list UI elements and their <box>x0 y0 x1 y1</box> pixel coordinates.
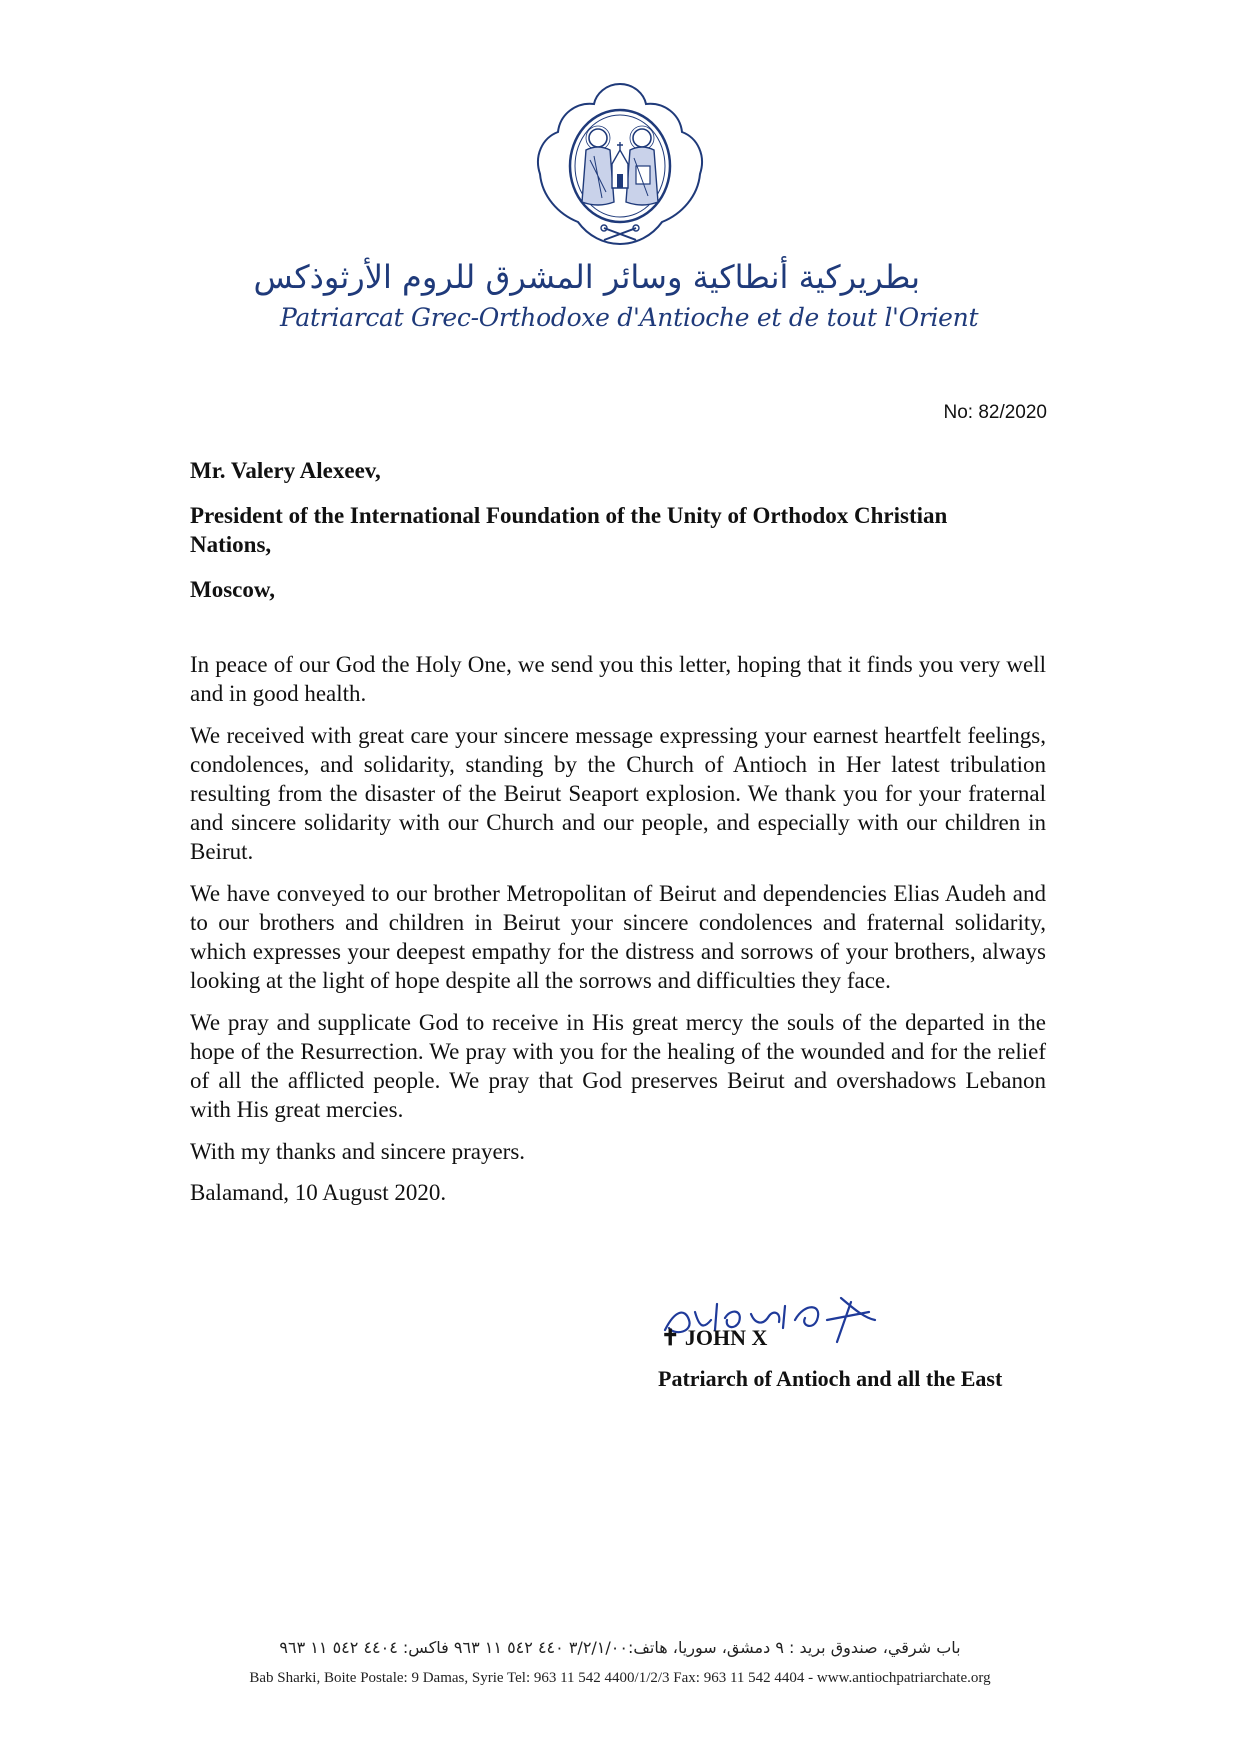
recipient-name: Mr. Valery Alexeev, <box>190 458 381 483</box>
recipient-city: Moscow, <box>190 577 275 602</box>
letterhead-arabic-name: بطريركية أنطاكية وسائر المشرق للروم الأرثوذكس <box>253 258 920 296</box>
body-paragraph: In peace of our God the Holy One, we send you this letter, hoping that it finds you very well and in good health. <box>190 652 1046 706</box>
footer-latin-address: Bab Sharki, Boite Postale: 9 Damas, Syrie Tel: 963 11 542 4400/1/2/3 Fax: 963 11 542 4404 - www.antiochpatriarchate.org <box>249 1670 991 1686</box>
letterhead <box>0 80 1240 252</box>
body-paragraph: We received with great care your sincere message expressing your earnest heartfelt feelings, condolences, and solidarity, standing by the Church of Antioch in Her latest tribulation resulting from the disaster of the Beirut Seaport explosion. We thank you for your fraternal and sincere solidarity with our Church and our people, and especially with our children in Beirut. <box>190 723 1046 864</box>
footer-arabic-address: باب شرقي، صندوق بريد : ٩ دمشق، سوريا، هاتف:٣/٢/١/٠٠ ٤٤٠ ٥٤٢ ١١ ٩٦٣ فاكس: ٤٤٠٤ ٥٤٢ ١١ ٩٦٣ <box>279 1638 961 1657</box>
patriarchate-seal-icon <box>530 80 710 252</box>
reference-number: No: 82/2020 <box>943 402 1047 423</box>
letter-body <box>190 650 1046 1219</box>
closing-line: With my thanks and sincere prayers. <box>190 1139 526 1164</box>
place-date: Balamand, 10 August 2020. <box>190 1180 447 1205</box>
signer-name: ✝ JOHN X <box>661 1325 768 1350</box>
recipient-block <box>190 456 1050 620</box>
body-paragraph: We have conveyed to our brother Metropolitan of Beirut and dependencies Elias Audeh and to our brothers and children in Beirut your sincere condolences and fraternal solidarity, which expresses your deepest empathy for the distress and sorrows of your brothers, always looking at the light of hope despite all the sorrows and difficulties they face. <box>190 881 1046 993</box>
recipient-position: President of the International Foundation of the Unity of Orthodox Christian Nations, <box>190 503 948 557</box>
body-paragraph: We pray and supplicate God to receive in His great mercy the souls of the departed in the hope of the Resurrection. We pray with you for the healing of the wounded and for the relief of all the afflicted people. We pray that God preserves Beirut and overshadows Lebanon with His great mercies. <box>190 1010 1046 1122</box>
letterhead-latin-name: Patriarcat Grec-Orthodoxe d'Antioche et de tout l'Orient <box>280 303 979 332</box>
signer-title: Patriarch of Antioch and all the East <box>658 1366 1003 1391</box>
